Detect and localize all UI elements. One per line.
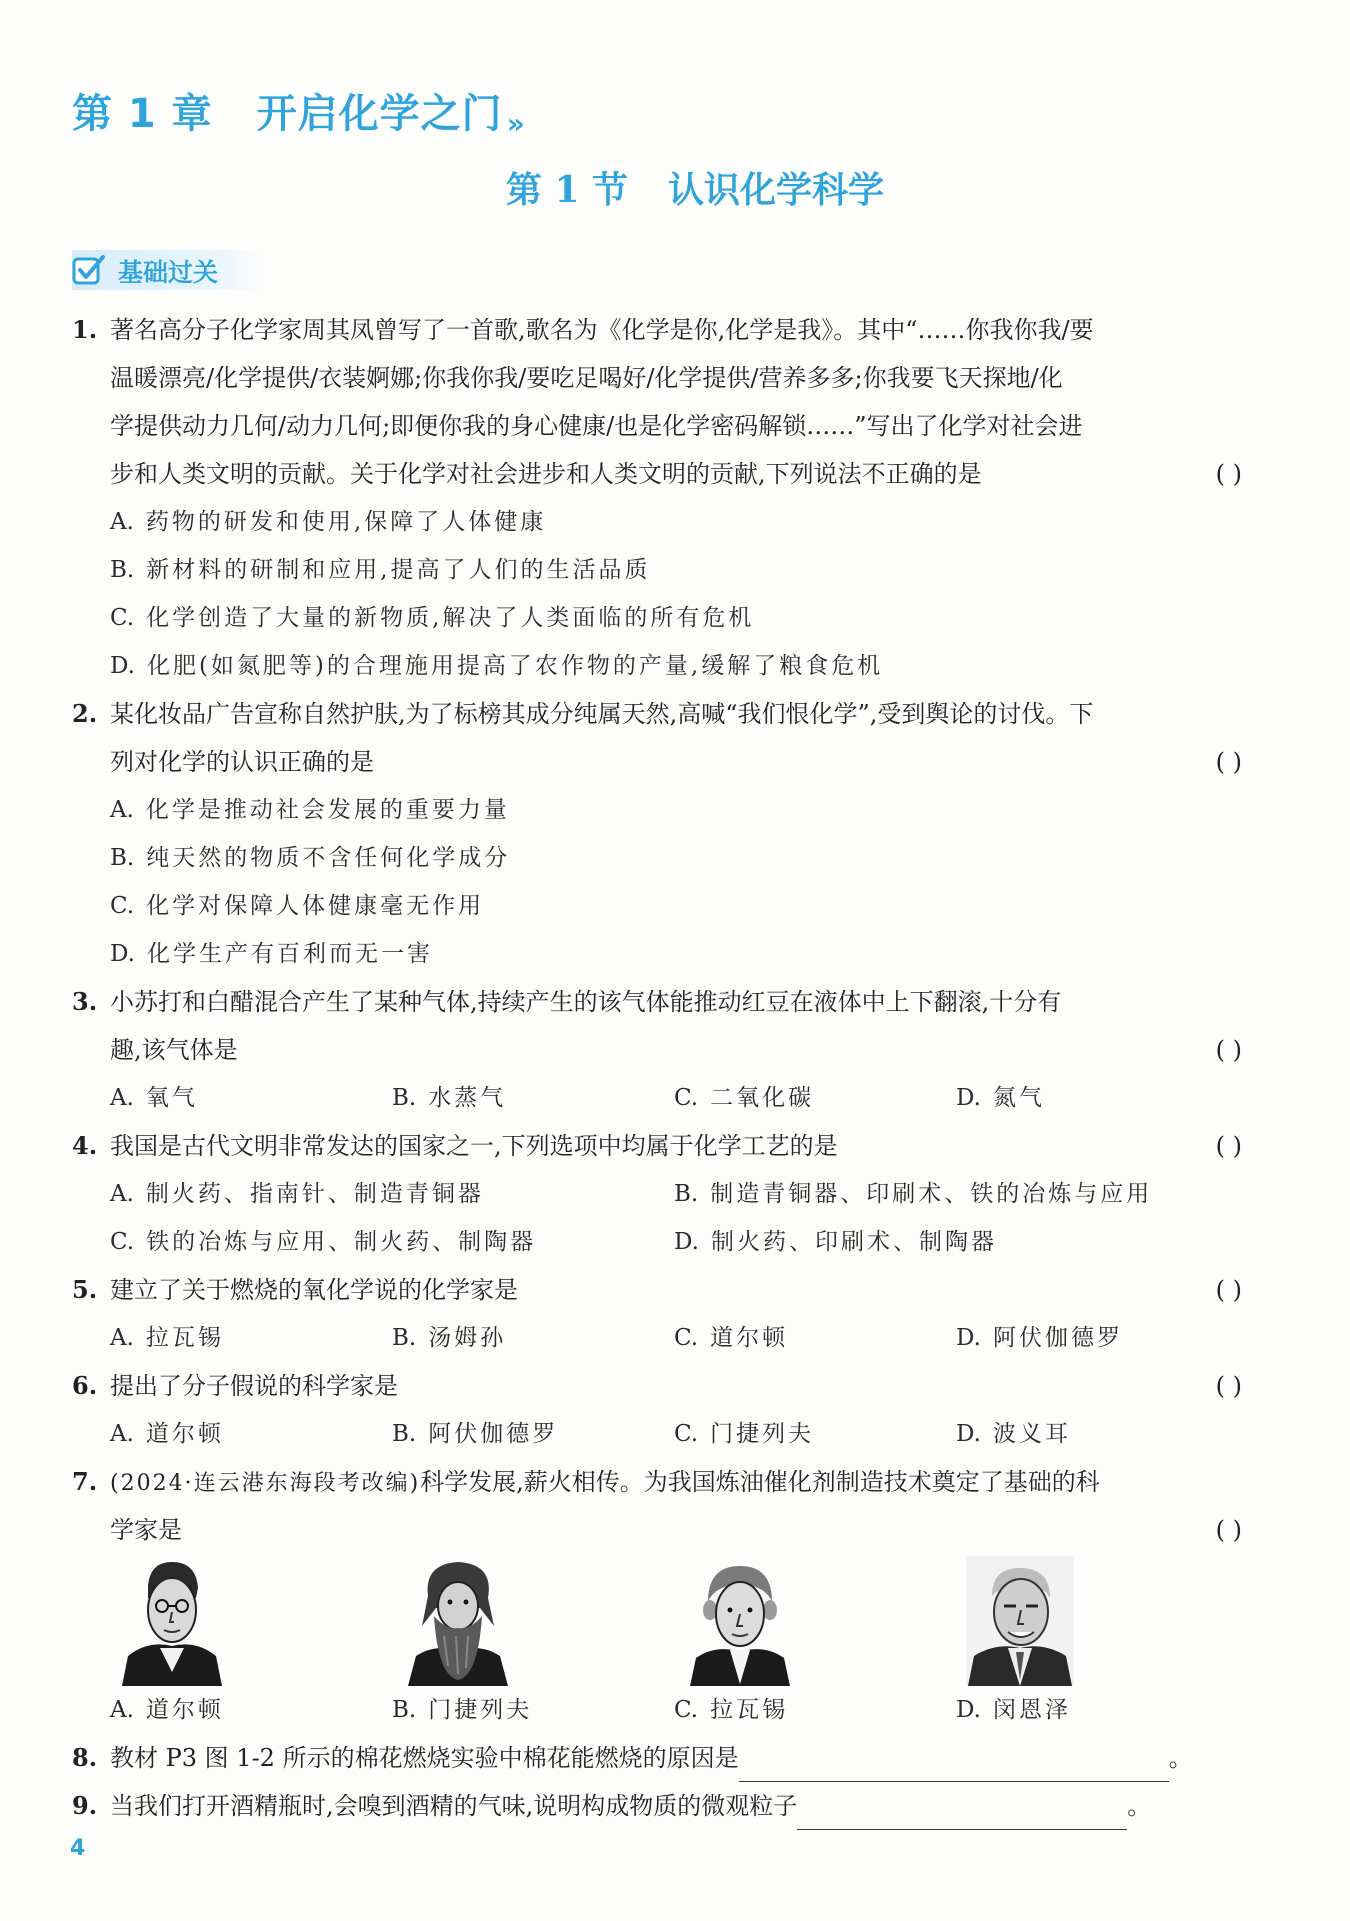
option-d[interactable] bbox=[956, 1314, 1123, 1362]
answer-parentheses[interactable]: ( ) bbox=[1215, 1276, 1242, 1304]
section-number: 第 1 节 bbox=[505, 169, 629, 211]
question-text: 教材 P3 图 1-2 所示的棉花燃烧实验中棉花能燃烧的原因是 bbox=[110, 1744, 739, 1772]
question-6 bbox=[72, 1362, 1242, 1410]
option-key: D. bbox=[956, 1085, 981, 1111]
option-key: C. bbox=[110, 1229, 135, 1255]
option-b[interactable] bbox=[110, 834, 510, 882]
option-key: C. bbox=[674, 1325, 699, 1351]
question-number: 1. bbox=[72, 315, 98, 344]
option-c[interactable] bbox=[110, 1218, 536, 1266]
option-text: 汤姆孙 bbox=[428, 1325, 507, 1351]
option-key: A. bbox=[110, 509, 134, 535]
option-key: C. bbox=[110, 893, 135, 919]
option-text: 氮气 bbox=[992, 1085, 1045, 1111]
page-number: 4 bbox=[70, 1836, 86, 1861]
option-key: B. bbox=[674, 1181, 699, 1207]
option-key: D. bbox=[110, 941, 135, 967]
option-key: B. bbox=[392, 1697, 417, 1723]
option-text: 化学对保障人体健康毫无作用 bbox=[146, 893, 485, 919]
question-text-line: 学家是 bbox=[110, 1516, 182, 1544]
option-key: B. bbox=[392, 1325, 417, 1351]
option-d[interactable] bbox=[956, 1410, 1071, 1458]
option-c[interactable] bbox=[674, 1074, 814, 1122]
option-d[interactable] bbox=[674, 1218, 997, 1266]
answer-parentheses[interactable]: ( ) bbox=[1215, 1036, 1242, 1064]
option-text: 化学创造了大量的新物质,解决了人类面临的所有危机 bbox=[146, 605, 755, 631]
option-text: 拉瓦锡 bbox=[145, 1325, 224, 1351]
question-text-line bbox=[110, 1782, 1151, 1830]
option-c[interactable] bbox=[110, 594, 754, 642]
question-text-line: 温暖漂亮/化学提供/衣装婀娜;你我你我/要吃足喝好/化学提供/营养多多;你我要飞天探地/化 bbox=[110, 364, 1063, 392]
option-text: 新材料的研制和应用,提高了人们的生活品质 bbox=[146, 557, 651, 583]
option-key: A. bbox=[110, 797, 134, 823]
option-text: 制火药、指南针、制造青铜器 bbox=[145, 1181, 484, 1207]
option-b[interactable] bbox=[674, 1170, 1152, 1218]
question-text-line: 学提供动力几何/动力几何;即便你我的身心健康/也是化学密码解锁……”写出了化学对社会进 bbox=[110, 412, 1083, 440]
question-text: 科学发展,薪火相传。为我国炼油催化剂制造技术奠定了基础的科 bbox=[420, 1468, 1100, 1496]
option-text: 道尔顿 bbox=[145, 1421, 224, 1447]
option-key: C. bbox=[674, 1421, 699, 1447]
answer-blank[interactable] bbox=[739, 1747, 1169, 1782]
option-text: 氧气 bbox=[145, 1085, 198, 1111]
option-key: A. bbox=[110, 1181, 134, 1207]
answer-parentheses[interactable]: ( ) bbox=[1215, 1132, 1242, 1160]
option-c[interactable] bbox=[674, 1314, 788, 1362]
option-b[interactable] bbox=[392, 1686, 532, 1734]
option-text: 阿伏伽德罗 bbox=[992, 1325, 1123, 1351]
option-a[interactable] bbox=[110, 1074, 198, 1122]
question-source: (2024·连云港东海段考改编) bbox=[110, 1471, 421, 1496]
answer-parentheses[interactable]: ( ) bbox=[1215, 1516, 1242, 1544]
question-text: 当我们打开酒精瓶时,会嗅到酒精的气味,说明构成物质的微观粒子 bbox=[110, 1792, 798, 1820]
option-text: 纯天然的物质不含任何化学成分 bbox=[146, 845, 511, 871]
option-a[interactable] bbox=[110, 1686, 224, 1734]
option-key: D. bbox=[956, 1697, 981, 1723]
question-1 bbox=[72, 306, 1242, 498]
option-key: C. bbox=[110, 605, 135, 631]
question-7 bbox=[72, 1458, 1242, 1554]
sentence-end: 。 bbox=[1168, 1744, 1193, 1772]
answer-parentheses[interactable]: ( ) bbox=[1215, 1372, 1242, 1400]
question-text-line: 著名高分子化学家周其凤曾写了一首歌,歌名为《化学是你,化学是我》。其中“……你我你我/要 bbox=[110, 316, 1094, 344]
portrait-lavoisier-image bbox=[686, 1556, 794, 1686]
option-text: 门捷列夫 bbox=[710, 1421, 815, 1447]
option-d[interactable] bbox=[956, 1074, 1045, 1122]
option-d[interactable] bbox=[110, 930, 433, 978]
question-text-line bbox=[110, 1458, 1100, 1508]
answer-blank[interactable] bbox=[797, 1795, 1127, 1830]
option-a[interactable] bbox=[110, 786, 510, 834]
question-number: 2. bbox=[72, 699, 98, 728]
option-key: C. bbox=[674, 1697, 699, 1723]
option-a[interactable] bbox=[110, 1314, 224, 1362]
option-text: 化学生产有百利而无一害 bbox=[146, 941, 433, 967]
option-b[interactable] bbox=[392, 1410, 558, 1458]
chapter-heading bbox=[72, 82, 526, 140]
question-number: 8. bbox=[72, 1743, 98, 1772]
question-5 bbox=[72, 1266, 1242, 1314]
option-key: D. bbox=[674, 1229, 699, 1255]
option-text: 波义耳 bbox=[992, 1421, 1071, 1447]
option-b[interactable] bbox=[110, 546, 651, 594]
question-8 bbox=[72, 1734, 1242, 1782]
question-number: 3. bbox=[72, 987, 98, 1016]
basic-practice-badge bbox=[72, 250, 262, 290]
question-text-line: 列对化学的认识正确的是 bbox=[110, 748, 374, 776]
option-key: A. bbox=[110, 1421, 134, 1447]
option-d[interactable] bbox=[956, 1686, 1071, 1734]
option-key: A. bbox=[110, 1085, 134, 1111]
option-a[interactable] bbox=[110, 1410, 224, 1458]
option-text: 药物的研发和使用,保障了人体健康 bbox=[145, 509, 547, 535]
option-text: 制火药、印刷术、制陶器 bbox=[710, 1229, 997, 1255]
option-key: A. bbox=[110, 1325, 134, 1351]
question-text-line: 小苏打和白醋混合产生了某种气体,持续产生的该气体能推动红豆在液体中上下翻滚,十分有 bbox=[110, 988, 1062, 1016]
chapter-number: 第 1 章 bbox=[72, 91, 213, 137]
option-text: 化学是推动社会发展的重要力量 bbox=[145, 797, 510, 823]
option-a[interactable] bbox=[110, 1170, 484, 1218]
question-number: 9. bbox=[72, 1791, 98, 1820]
portrait-dalton-image bbox=[118, 1556, 226, 1686]
chevron-double-right-icon: » bbox=[506, 107, 526, 140]
answer-parentheses[interactable]: ( ) bbox=[1215, 460, 1242, 488]
question-3 bbox=[72, 978, 1242, 1074]
option-a[interactable] bbox=[110, 498, 546, 546]
question-text-line: 趣,该气体是 bbox=[110, 1036, 238, 1064]
question-text-line: 步和人类文明的贡献。关于化学对社会进步和人类文明的贡献,下列说法不正确的是 bbox=[110, 460, 982, 488]
option-key: D. bbox=[956, 1421, 981, 1447]
portrait-min-enze-image bbox=[966, 1556, 1074, 1686]
option-c[interactable] bbox=[674, 1410, 814, 1458]
question-2 bbox=[72, 690, 1242, 786]
option-b[interactable] bbox=[392, 1314, 506, 1362]
option-c[interactable] bbox=[110, 882, 484, 930]
option-key: B. bbox=[110, 845, 135, 871]
option-b[interactable] bbox=[392, 1074, 506, 1122]
option-text: 制造青铜器、印刷术、铁的冶炼与应用 bbox=[710, 1181, 1153, 1207]
option-c[interactable] bbox=[674, 1686, 788, 1734]
option-text: 闵恩泽 bbox=[992, 1697, 1071, 1723]
question-number: 6. bbox=[72, 1371, 98, 1400]
section-heading bbox=[0, 162, 1350, 213]
option-key: C. bbox=[674, 1085, 699, 1111]
portrait-mendeleev-image bbox=[404, 1556, 512, 1686]
chapter-title: 开启化学之门 bbox=[256, 91, 503, 137]
option-text: 拉瓦锡 bbox=[710, 1697, 789, 1723]
option-key: B. bbox=[392, 1085, 417, 1111]
question-number: 4. bbox=[72, 1131, 98, 1160]
option-text: 铁的冶炼与应用、制火药、制陶器 bbox=[146, 1229, 537, 1255]
badge-label: 基础过关 bbox=[118, 258, 219, 287]
question-number: 5. bbox=[72, 1275, 98, 1304]
option-text: 化肥(如氮肥等)的合理施用提高了农作物的产量,缓解了粮食危机 bbox=[146, 653, 884, 679]
option-key: D. bbox=[956, 1325, 981, 1351]
question-text-line: 我国是古代文明非常发达的国家之一,下列选项中均属于化学工艺的是 bbox=[110, 1132, 838, 1160]
question-9 bbox=[72, 1782, 1242, 1830]
question-4 bbox=[72, 1122, 1242, 1170]
option-text: 阿伏伽德罗 bbox=[428, 1421, 559, 1447]
question-number: 7. bbox=[72, 1467, 98, 1496]
section-title: 认识化学科学 bbox=[668, 169, 885, 211]
checkbox-icon bbox=[72, 253, 106, 287]
option-text: 二氧化碳 bbox=[710, 1085, 815, 1111]
option-d[interactable] bbox=[110, 642, 883, 690]
option-text: 道尔顿 bbox=[710, 1325, 789, 1351]
question-text-line: 提出了分子假说的科学家是 bbox=[110, 1372, 398, 1400]
answer-parentheses[interactable]: ( ) bbox=[1215, 748, 1242, 776]
option-text: 道尔顿 bbox=[145, 1697, 224, 1723]
question-text-line: 建立了关于燃烧的氧化学说的化学家是 bbox=[110, 1276, 518, 1304]
question-text-line bbox=[110, 1734, 1193, 1782]
option-key: D. bbox=[110, 653, 135, 679]
option-text: 水蒸气 bbox=[428, 1085, 507, 1111]
option-text: 门捷列夫 bbox=[428, 1697, 533, 1723]
option-key: B. bbox=[110, 557, 135, 583]
question-text-line: 某化妆品广告宣称自然护肤,为了标榜其成分纯属天然,高喊“我们恨化学”,受到舆论的讨伐。下 bbox=[110, 700, 1094, 728]
option-key: B. bbox=[392, 1421, 417, 1447]
sentence-end: 。 bbox=[1127, 1792, 1152, 1820]
option-key: A. bbox=[110, 1697, 134, 1723]
